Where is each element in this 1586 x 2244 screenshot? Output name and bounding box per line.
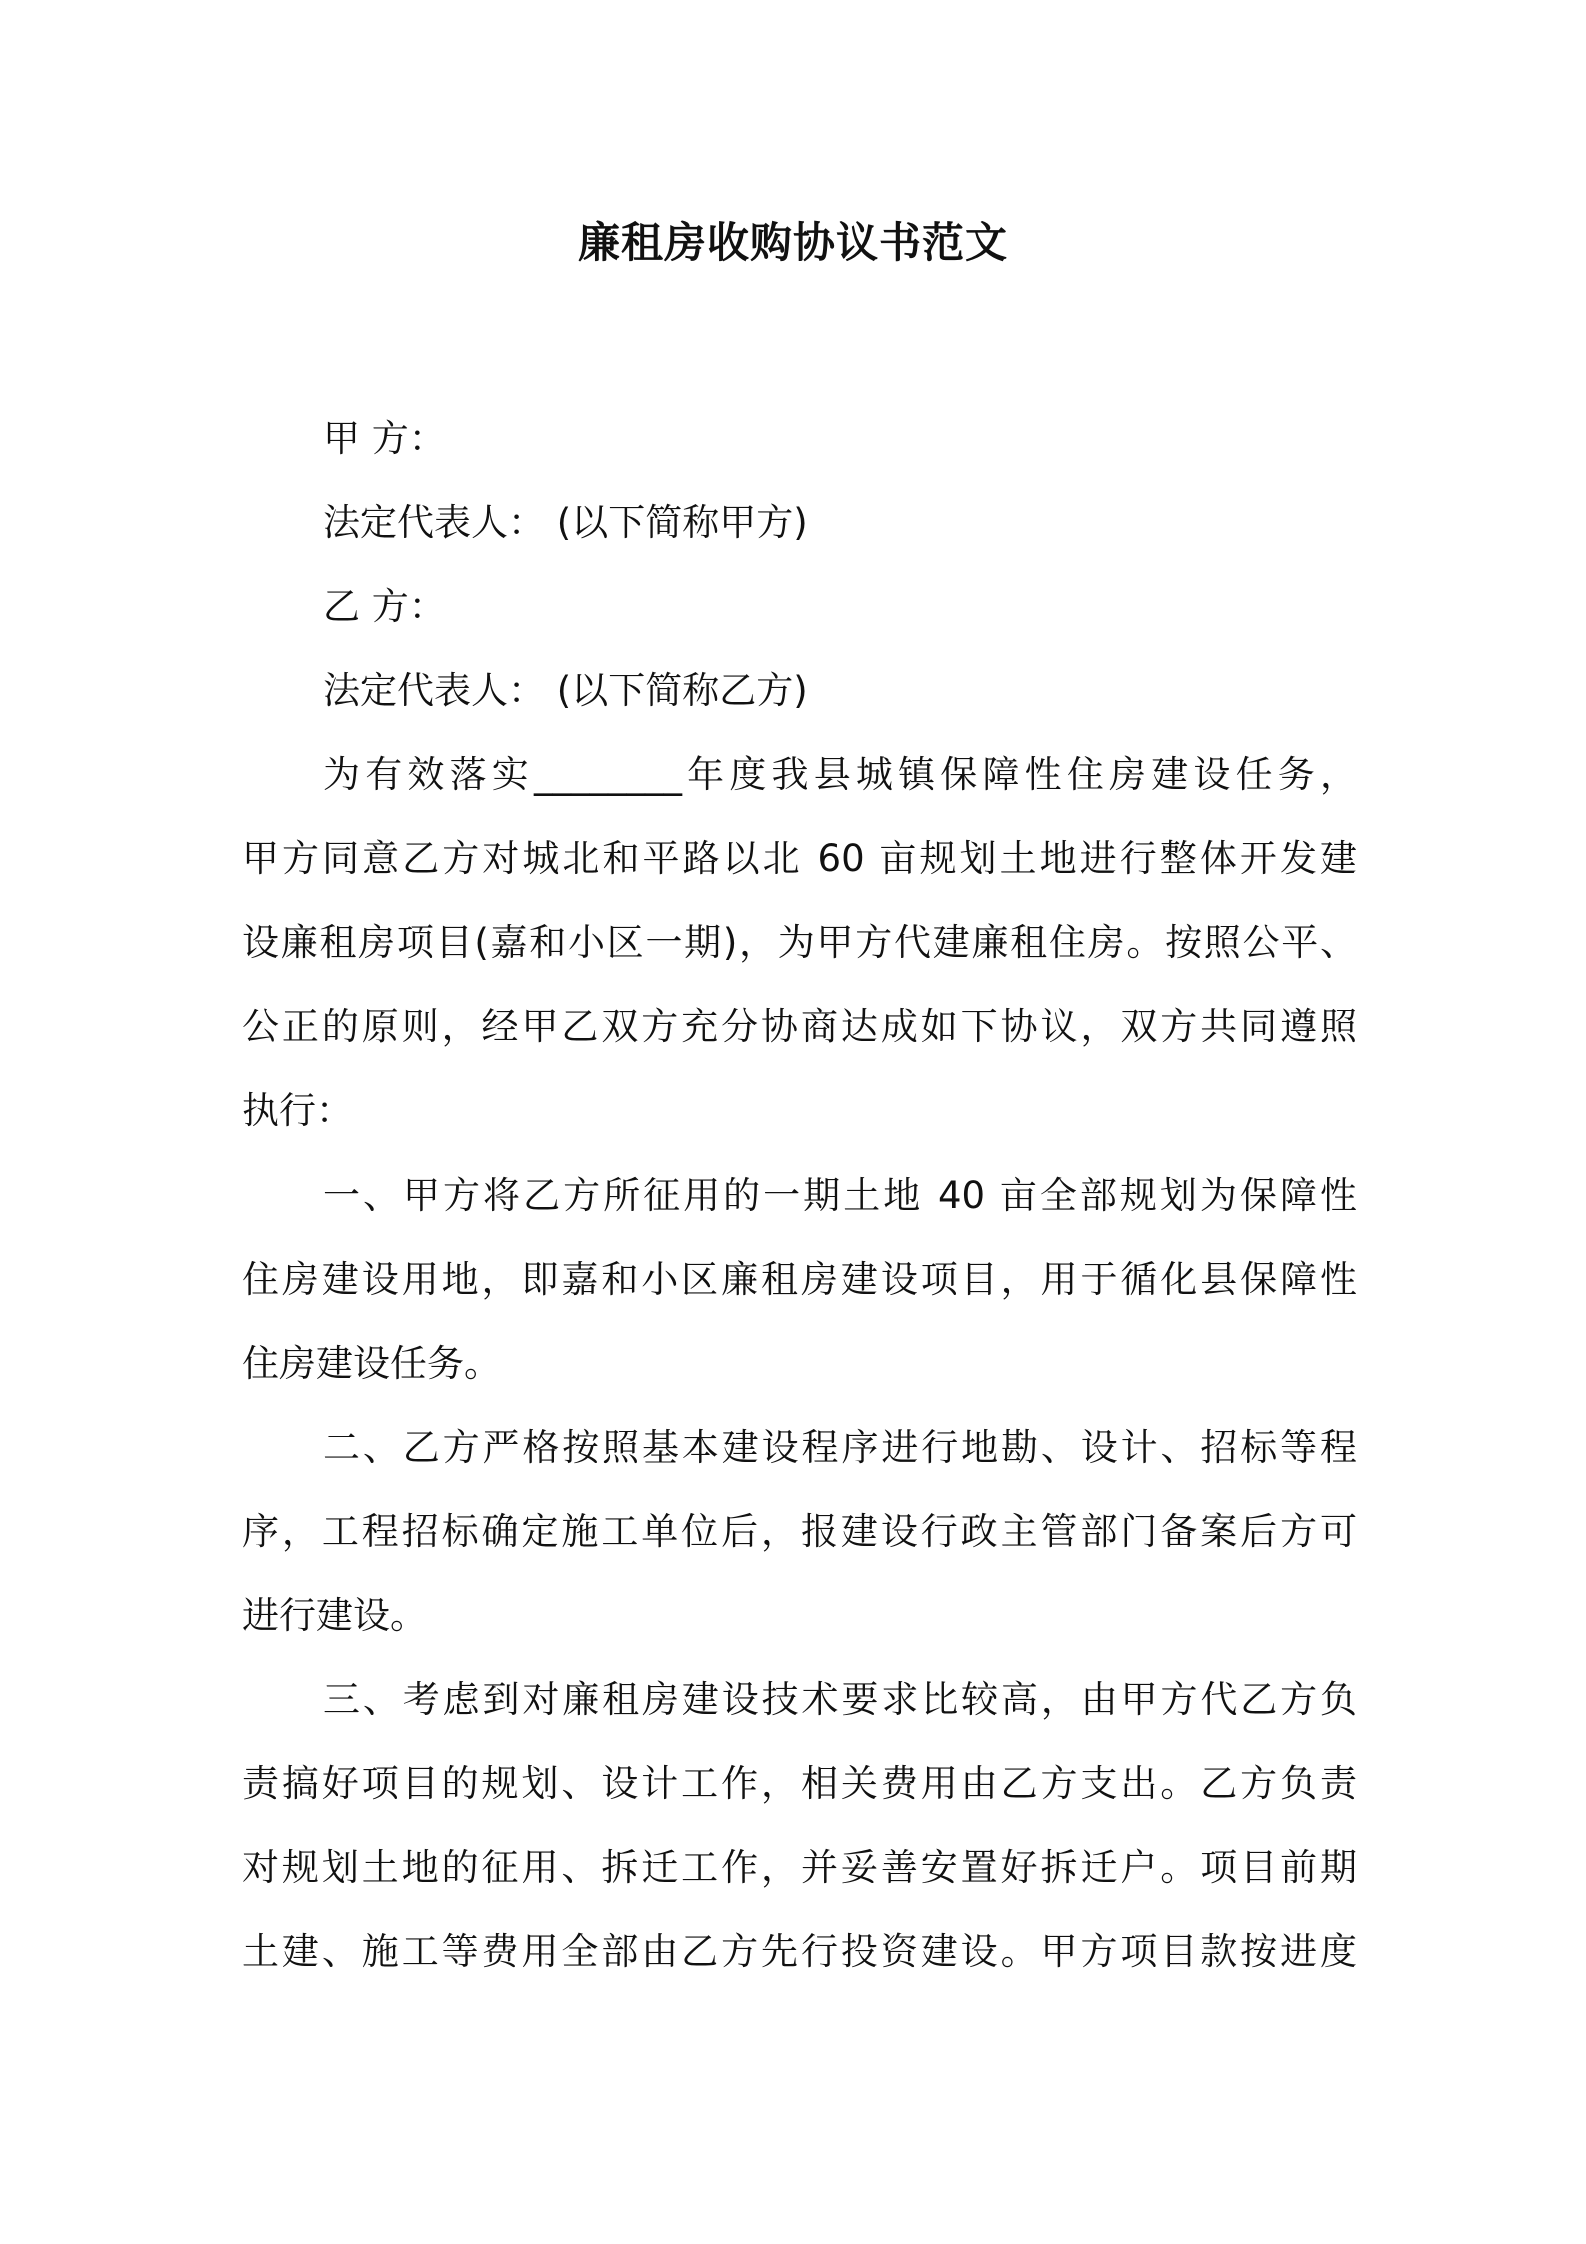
clause-3-line: 三、考虑到对廉租房建设技术要求比较高，由甲方代乙方负 (323, 1678, 1357, 1721)
party-a-label-text: 甲 方： (323, 417, 446, 460)
preamble-line: 执行： (242, 1089, 353, 1132)
preamble-line: 为有效落实________年度我县城镇保障性住房建设任务， (323, 753, 1357, 796)
party-a-representative-text: 法定代表人： (以下简称甲方) (323, 501, 808, 544)
clause-1-paragraph (242, 1154, 1357, 1406)
preamble-line: 设廉租房项目(嘉和小区一期)，为甲方代建廉租住房。按照公平、 (242, 921, 1357, 964)
preamble-line: 甲方同意乙方对城北和平路以北 60 亩规划土地进行整体开发建 (242, 837, 1357, 880)
party-a-label (323, 397, 446, 481)
clause-2-line: 序，工程招标确定施工单位后，报建设行政主管部门备案后方可 (242, 1510, 1357, 1553)
party-b-representative (323, 649, 808, 733)
clause-2-paragraph (242, 1406, 1357, 1658)
clause-3-line: 土建、施工等费用全部由乙方先行投资建设。甲方项目款按进度 (242, 1930, 1357, 1973)
clause-3-paragraph (242, 1658, 1357, 1994)
preamble-paragraph (242, 733, 1357, 1153)
clause-2-line: 进行建设。 (242, 1594, 427, 1637)
clause-3-line: 责搞好项目的规划、设计工作，相关费用由乙方支出。乙方负责 (242, 1762, 1357, 1805)
clause-1-line: 住房建设用地，即嘉和小区廉租房建设项目，用于循化县保障性 (242, 1258, 1357, 1301)
party-b-representative-text: 法定代表人： (以下简称乙方) (323, 669, 808, 712)
document-title: 廉租房收购协议书范文 (577, 218, 1008, 267)
clause-1-line: 住房建设任务。 (242, 1342, 501, 1385)
party-b-label-text: 乙 方： (323, 585, 446, 628)
party-b-label (323, 565, 446, 649)
clause-2-line: 二、乙方严格按照基本建设程序进行地勘、设计、招标等程 (323, 1426, 1357, 1469)
clause-3-line: 对规划土地的征用、拆迁工作，并妥善安置好拆迁户。项目前期 (242, 1846, 1357, 1889)
party-a-representative (323, 481, 808, 565)
clause-1-line: 一、甲方将乙方所征用的一期土地 40 亩全部规划为保障性 (323, 1174, 1357, 1217)
preamble-line: 公正的原则，经甲乙双方充分协商达成如下协议，双方共同遵照 (242, 1005, 1357, 1048)
